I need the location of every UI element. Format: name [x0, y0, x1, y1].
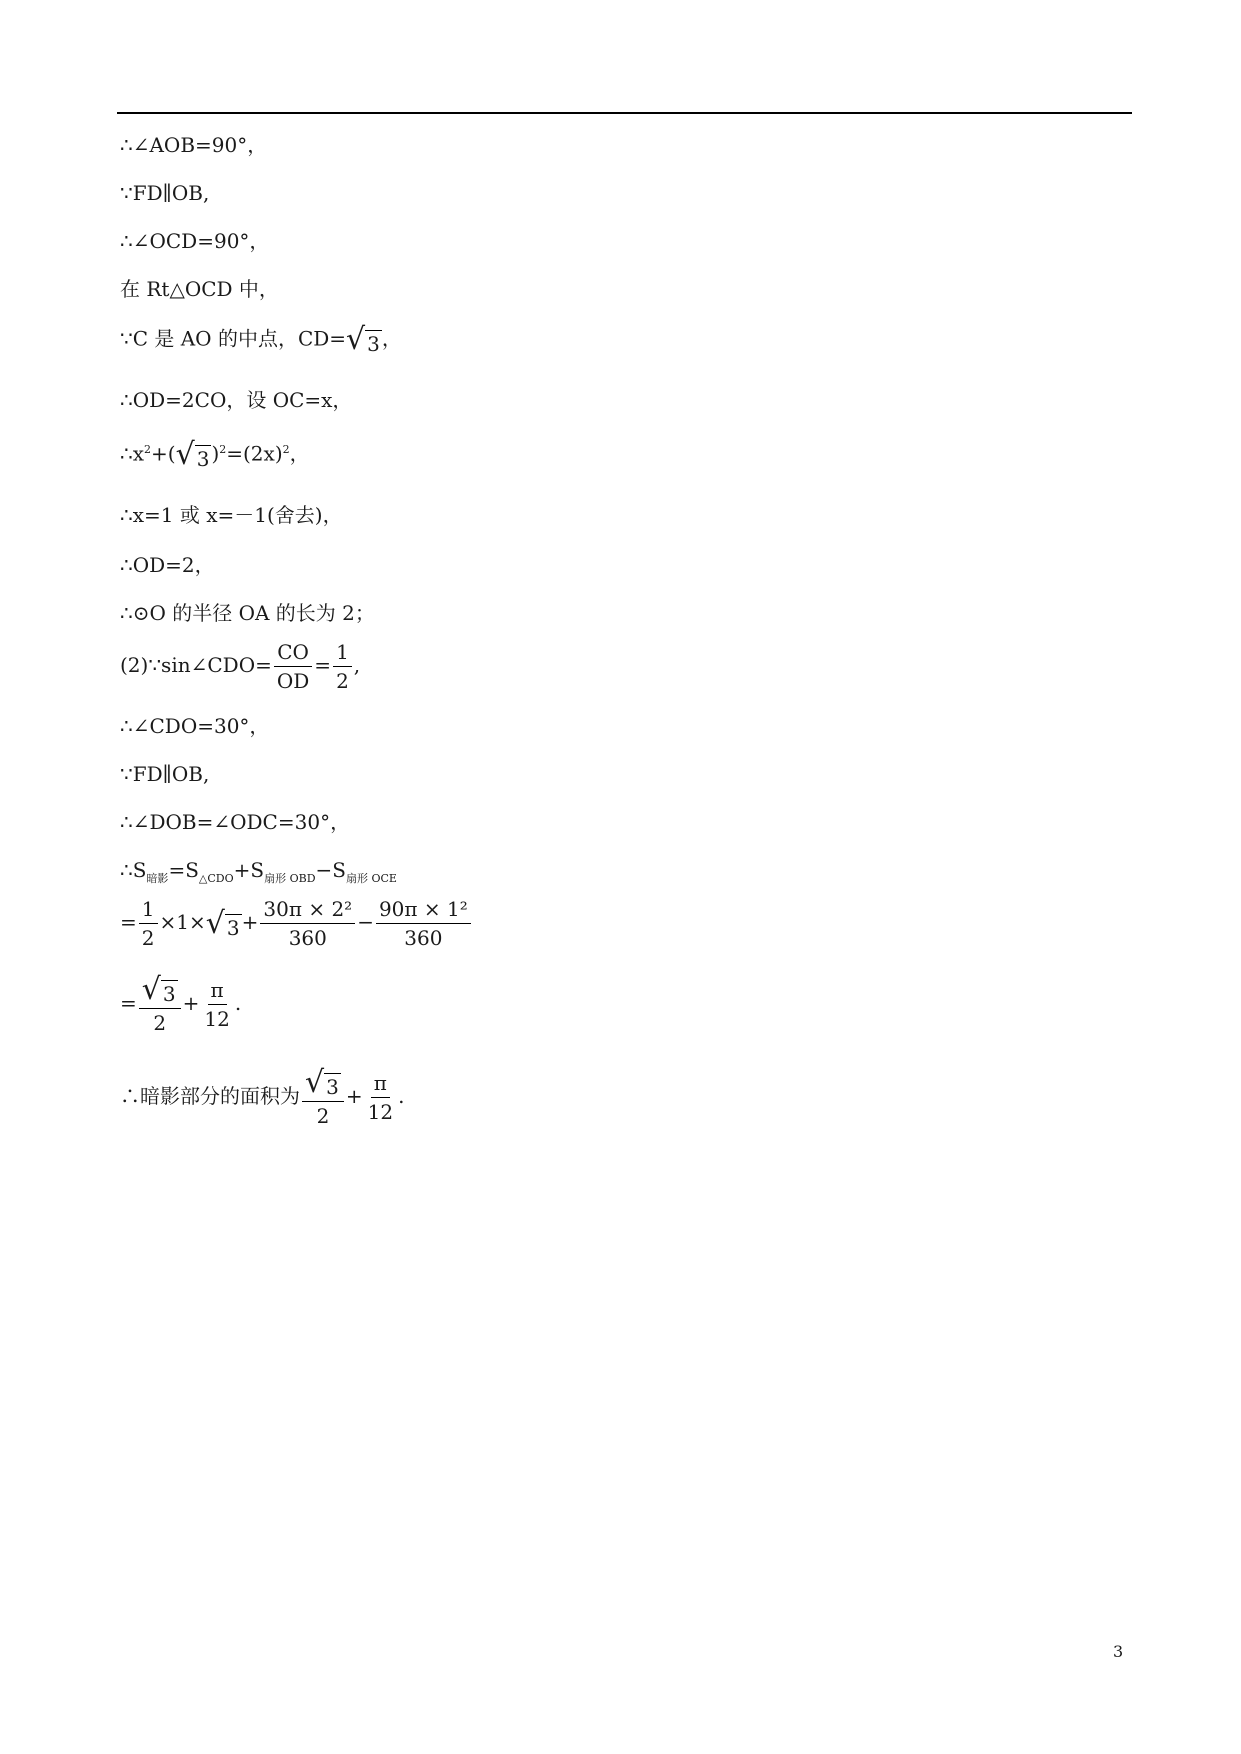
line-17: = √ 3 2 + $\frac{\pi}{12}$ . — [120, 972, 242, 1035]
fraction: $\frac{\text{30π × 2²}}{360}$ — [260, 898, 355, 949]
header-rule — [117, 112, 1132, 114]
line-10: ∴⊙O 的半径 OA 的长为 2； — [120, 601, 375, 625]
line-18: ∴暗影部分的面积为 √ 3 2 + $\frac{\pi}{12}$ . — [120, 1065, 405, 1128]
line-13: ∵FD∥OB, — [120, 762, 210, 786]
fraction: $\frac{\pi}{12}$ — [367, 1071, 394, 1124]
fraction: $\frac{\text{90π × 1²}}{360}$ — [376, 898, 471, 949]
page-number: 3 — [1113, 1642, 1124, 1661]
line-12: ∴∠CDO=30°， — [120, 714, 270, 738]
fraction: $\frac{CO}{OD}$ — [274, 641, 312, 692]
line-4: 在 Rt△OCD 中， — [120, 277, 279, 301]
fraction: $\frac{\pi}{12}$ — [204, 978, 230, 1031]
line-11: (2)∵sin∠CDO= $\frac{CO}{OD}$ = $\frac{1}{2}$ , — [120, 640, 361, 693]
sqrt: √ 3 — [346, 322, 380, 357]
fraction: √ 3 2 — [139, 975, 181, 1034]
line-1: ∴∠AOB=90°， — [120, 133, 268, 157]
line-9: ∴OD=2， — [120, 553, 215, 577]
line-15: $\therefore S_{暗影}=S_{\triangle CDO}+S_{扇形 OBD}-S_{扇形 OCE}$ — [120, 858, 397, 885]
line-16: = $\frac{1}{2}$ ×1× √ 3 + $\frac{\text{30π × 2²}}{360}$ − $\frac{\text{90π × 1²}}{360}$ — [120, 898, 473, 949]
fraction: $\frac{1}{2}$ — [139, 898, 158, 949]
sqrt: √ 3 — [175, 437, 210, 473]
line-7: $\therefore x^2+$( √ 3 )$^2=(2x)^2$， — [120, 437, 310, 473]
line-14: ∴∠DOB=∠ODC=30°， — [120, 810, 351, 834]
line-5: ∵C 是 AO 的中点，CD= √ 3 ， — [120, 322, 402, 357]
fraction: $\frac{1}{2}$ — [333, 641, 352, 692]
line-8: ∴x=1 或 x=－1(舍去)， — [120, 503, 343, 527]
sqrt: √ 3 — [205, 905, 240, 941]
sqrt: √ 3 — [141, 972, 176, 1007]
line-6: ∴OD=2CO，设 OC=x， — [120, 388, 353, 412]
line-3: ∴∠OCD=90°， — [120, 229, 270, 253]
fraction: √ 3 2 — [302, 1068, 344, 1127]
line-2: ∵FD∥OB, — [120, 181, 210, 205]
sqrt: √ 3 — [305, 1065, 339, 1100]
